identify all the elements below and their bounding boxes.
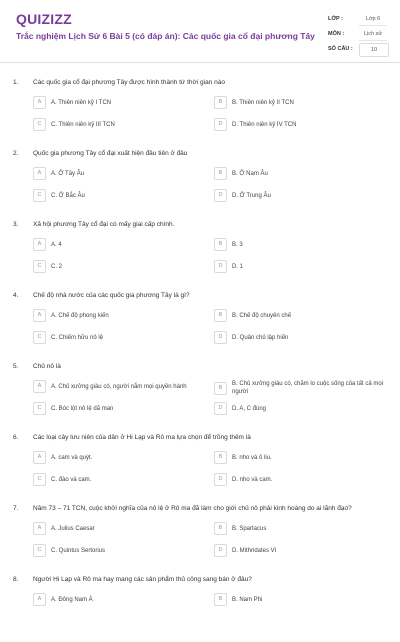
option-letter-box: A xyxy=(33,593,46,606)
meta-label: SỐ CÂU : xyxy=(328,46,353,52)
question-text: Năm 73 – 71 TCN, cuộc khởi nghĩa của nô lệ ở Rô ma đã làm cho giới chủ nô phải kinh hoàng do ai lãnh đạo? xyxy=(33,505,352,512)
option-text: C. đào và cam. xyxy=(51,476,92,483)
meta-row-grade xyxy=(326,12,388,27)
option-text: B. Spartacus xyxy=(232,525,267,532)
option-letter-box: C xyxy=(33,118,46,131)
question-number: 4. xyxy=(13,292,19,299)
option-letter-box: B xyxy=(214,593,227,606)
question-item xyxy=(0,216,400,287)
option-text: C. Quintus Sertorius xyxy=(51,547,106,554)
question-number: 6. xyxy=(13,434,19,441)
question-item xyxy=(0,287,400,358)
answer-option[interactable] xyxy=(214,451,389,464)
question-list xyxy=(0,74,400,642)
answer-option[interactable] xyxy=(33,260,208,273)
option-text: B. Ở Nam Âu xyxy=(232,170,268,177)
worksheet-header xyxy=(0,0,400,63)
option-letter-box: D xyxy=(214,473,227,486)
answer-option[interactable] xyxy=(33,473,208,486)
option-letter-box: A xyxy=(33,96,46,109)
option-letter-box: B xyxy=(214,167,227,180)
option-text: A. Ở Tây Âu xyxy=(51,170,85,177)
option-text: A. Đông Nam Á xyxy=(51,596,93,603)
option-letter-box: B xyxy=(214,522,227,535)
answer-option[interactable] xyxy=(33,238,208,251)
answer-option[interactable] xyxy=(33,331,208,344)
option-text: B. Chủ xưởng giàu có, chăm lo cuộc sống của tất cả mọi người xyxy=(232,381,384,395)
question-number: 1. xyxy=(13,79,19,86)
option-letter-box: D xyxy=(214,544,227,557)
answer-option[interactable] xyxy=(214,260,389,273)
answer-option[interactable] xyxy=(33,189,208,202)
question-number: 8. xyxy=(13,576,19,583)
question-item xyxy=(0,500,400,571)
answer-option[interactable] xyxy=(33,167,208,180)
option-letter-box: A xyxy=(33,522,46,535)
option-text: D. Thiên niên kỷ IV TCN xyxy=(232,121,297,128)
question-text: Quốc gia phương Tây cổ đại xuất hiện đầu tiên ở đâu xyxy=(33,150,188,157)
option-letter-box: C xyxy=(33,260,46,273)
answer-option[interactable] xyxy=(214,522,389,535)
meta-row-count xyxy=(326,42,388,57)
option-letter-box: B xyxy=(214,309,227,322)
meta-row-subject xyxy=(326,27,388,42)
option-text: D. Mithridates VI xyxy=(232,547,277,554)
option-text: C. Thiên niên kỷ III TCN xyxy=(51,121,115,128)
question-item xyxy=(0,74,400,145)
option-letter-box: B xyxy=(214,451,227,464)
answer-option[interactable] xyxy=(33,451,208,464)
option-text: D. Ở Trung Âu xyxy=(232,192,271,199)
question-text: Các loại cây lưu niên của dân ở Hi Lạp và Rô ma lựa chọn để trồng thêm là xyxy=(33,434,251,441)
answer-option[interactable] xyxy=(214,238,389,251)
option-text: A. Thiên niên kỷ I TCN xyxy=(51,99,112,106)
option-letter-box: C xyxy=(33,189,46,202)
option-letter-box: A xyxy=(33,451,46,464)
question-number: 7. xyxy=(13,505,19,512)
question-item xyxy=(0,358,400,429)
page-title: Trắc nghiệm Lịch Sử 6 Bài 5 (có đáp án): Các quốc gia cổ đại phương Tây xyxy=(16,31,315,41)
answer-option[interactable] xyxy=(214,96,389,109)
question-number: 5. xyxy=(13,363,19,370)
option-letter-box: B xyxy=(214,382,227,395)
answer-option[interactable] xyxy=(214,167,389,180)
option-text: D. A, C đúng xyxy=(232,405,267,412)
option-text: D. 1 xyxy=(232,263,244,270)
answer-option[interactable] xyxy=(214,473,389,486)
option-letter-box: D xyxy=(214,331,227,344)
option-text: B. 3 xyxy=(232,241,243,248)
option-text: C. Ở Bắc Âu xyxy=(51,192,85,199)
option-letter-box: A xyxy=(33,238,46,251)
meta-label: MÔN : xyxy=(328,31,345,37)
option-letter-box: B xyxy=(214,96,227,109)
option-text: D. Quân chủ lập hiến xyxy=(232,334,289,341)
option-letter-box: A xyxy=(33,167,46,180)
answer-option[interactable] xyxy=(214,544,389,557)
question-text: Xã hội phương Tây cổ đại có mấy giai cấp chính. xyxy=(33,221,175,228)
meta-value-grade: Lớp 6 xyxy=(359,13,387,26)
answer-option[interactable] xyxy=(33,544,208,557)
question-text: Chế độ nhà nước của các quốc gia phương Tây là gì? xyxy=(33,292,190,299)
question-number: 2. xyxy=(13,150,19,157)
option-text: B. nho và ô liu. xyxy=(232,454,272,461)
answer-option[interactable] xyxy=(33,118,208,131)
question-item xyxy=(0,145,400,216)
option-text: C. 2 xyxy=(51,263,63,270)
meta-value-subject: Lịch sử xyxy=(359,28,387,41)
option-letter-box: D xyxy=(214,118,227,131)
option-text: C. Chiếm hữu nô lệ xyxy=(51,334,104,341)
meta-value-count: 10 xyxy=(359,43,389,57)
answer-option[interactable] xyxy=(214,380,389,396)
option-text: C. Bóc lột nô lệ dã man xyxy=(51,405,114,412)
option-text: B. Nam Phi xyxy=(232,596,263,603)
answer-option[interactable] xyxy=(33,309,208,322)
option-letter-box: C xyxy=(33,544,46,557)
answer-option[interactable] xyxy=(33,522,208,535)
answer-option[interactable] xyxy=(214,402,389,415)
question-text: Các quốc gia cổ đại phương Tây được hình thành từ thời gian nào xyxy=(33,79,225,86)
option-text: A. Chủ xưởng giàu có, người nắm mọi quyền hành xyxy=(51,383,187,390)
option-text: A. Julius Caesar xyxy=(51,525,95,532)
option-text: B. Chế độ chuyên chế xyxy=(232,312,292,319)
option-letter-box: D xyxy=(214,260,227,273)
option-letter-box: C xyxy=(33,473,46,486)
option-text: B. Thiên niên kỷ II TCN xyxy=(232,99,294,106)
question-text: Chủ nô là xyxy=(33,363,61,370)
answer-option[interactable] xyxy=(214,189,389,202)
question-item xyxy=(0,429,400,500)
worksheet-meta xyxy=(326,12,388,57)
option-letter-box: C xyxy=(33,402,46,415)
option-text: A. Chế độ phong kiến xyxy=(51,312,109,319)
option-letter-box: B xyxy=(214,238,227,251)
option-text: A. 4 xyxy=(51,241,62,248)
meta-label: LỚP : xyxy=(328,16,343,22)
option-text: A. cam và quýt. xyxy=(51,454,93,461)
option-letter-box: A xyxy=(33,380,46,393)
option-text: D. nho và cam. xyxy=(232,476,273,483)
option-letter-box: D xyxy=(214,189,227,202)
option-letter-box: D xyxy=(214,402,227,415)
answer-option[interactable] xyxy=(214,331,389,344)
answer-option[interactable] xyxy=(33,380,208,393)
option-letter-box: C xyxy=(33,331,46,344)
answer-option[interactable] xyxy=(33,96,208,109)
quizizz-logo: QUIZIZZ xyxy=(16,11,72,27)
answer-option[interactable] xyxy=(214,118,389,131)
question-text: Người Hi Lạp và Rô ma hay mang các sản phẩm thủ công sang bán ở đâu? xyxy=(33,576,252,583)
option-letter-box: A xyxy=(33,309,46,322)
answer-option[interactable] xyxy=(33,402,208,415)
question-number: 3. xyxy=(13,221,19,228)
answer-option[interactable] xyxy=(214,309,389,322)
question-item xyxy=(0,571,400,642)
